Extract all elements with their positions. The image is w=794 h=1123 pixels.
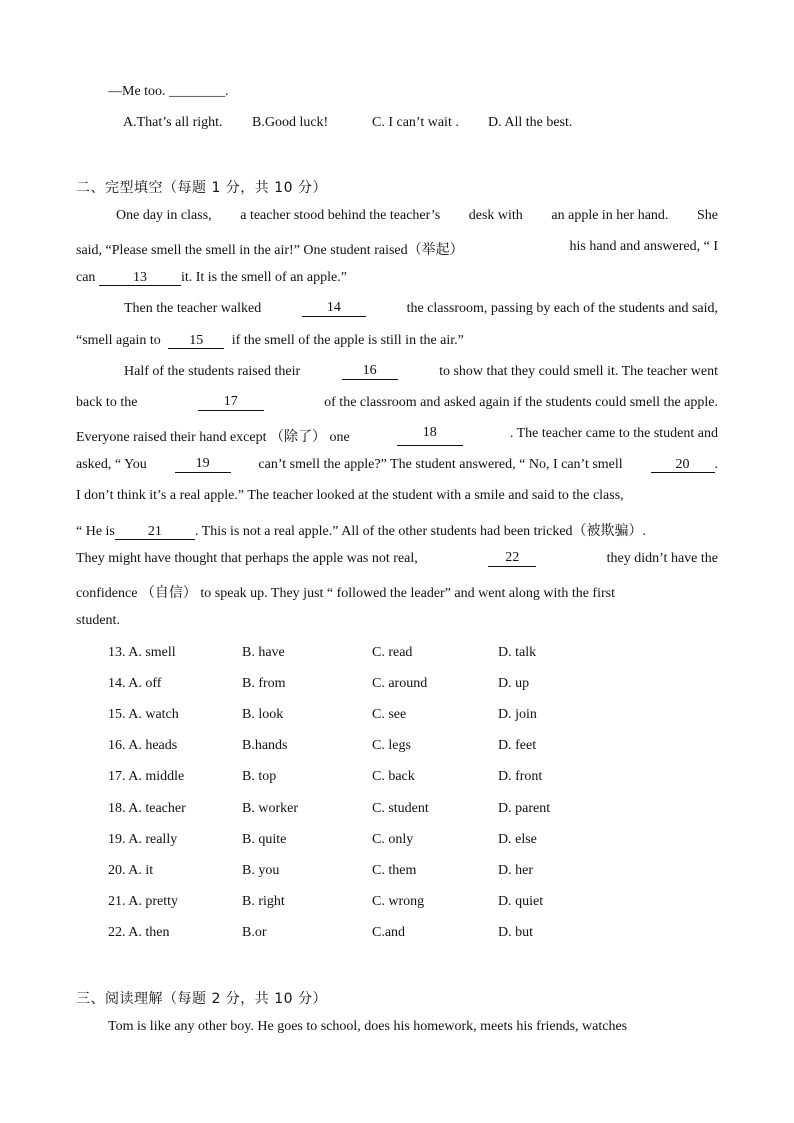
passage-text: . This is not a real apple.” All of the other students had been tricked（被欺骗）. (194, 524, 647, 539)
passage-text: Half of the students raised their (124, 364, 301, 379)
passage-text: can’t smell the apple?” The student answered, “ No, I can’t smell (258, 457, 623, 472)
option-b: B.or (242, 925, 267, 940)
option-c: C.and (372, 925, 406, 940)
option-c: C. legs (372, 738, 411, 753)
reading-first-line (108, 1019, 718, 1035)
blank-21: 21 (115, 525, 195, 540)
option-c: C. student (372, 801, 429, 816)
option-a: A.That’s all right. (123, 115, 223, 130)
passage-text: They might have thought that perhaps the apple was not real, (76, 551, 418, 566)
passage-line-10 (76, 488, 718, 504)
passage-text: Then the teacher walked (124, 301, 262, 316)
option-d: D. feet (498, 738, 537, 753)
blank-17: 17 (198, 395, 264, 411)
option-d: D. front (498, 769, 543, 784)
passage-text: if the smell of the apple is still in the air.” (231, 333, 464, 348)
option-a: 19. A. really (108, 832, 178, 847)
blank-18: 18 (397, 426, 463, 446)
option-b: B. quite (242, 832, 287, 847)
passage-text: confidence （自信） to speak up. They just “ followed the leader” and went along with the first (76, 586, 615, 601)
dialog-line: —Me too. ________. (108, 84, 229, 99)
option-b: B. right (242, 894, 285, 909)
option-a: 16. A. heads (108, 738, 178, 753)
passage-text: his hand and answered, “ I (569, 239, 718, 254)
passage-text: One day in class, (116, 208, 212, 223)
option-d: D. talk (498, 645, 537, 660)
passage-text: to show that they could smell it. The teacher went (439, 364, 718, 379)
passage-line-14 (76, 613, 120, 629)
option-c: C. I can’t wait . (372, 115, 459, 130)
option-d: D. else (498, 832, 537, 847)
section-heading-cloze: 二、完型填空（每题 1 分，共 10 分） (76, 180, 328, 196)
passage-line-5 (76, 333, 464, 349)
option-b: B. from (242, 676, 286, 691)
passage-line-1 (116, 208, 718, 224)
option-a: 15. A. watch (108, 707, 179, 722)
passage-line-4 (124, 301, 718, 317)
passage-text: it. It is the smell of an apple.” (180, 270, 347, 285)
option-d: D. up (498, 676, 530, 691)
section-heading-reading: 三、阅读理解（每题 2 分，共 10 分） (76, 991, 328, 1007)
option-b: B. worker (242, 801, 298, 816)
option-d: D. but (498, 925, 533, 940)
option-b: B. look (242, 707, 284, 722)
blank-22: 22 (488, 551, 536, 567)
option-a: 14. A. off (108, 676, 162, 691)
passage-line-13 (76, 582, 615, 602)
blank-14: 14 (302, 301, 366, 317)
passage-text: “smell again to (76, 333, 161, 348)
blank-15: 15 (168, 334, 224, 349)
passage-line-11 (76, 520, 646, 540)
passage-text: a teacher stood behind the teacher’s (240, 208, 441, 223)
passage-text: She (696, 208, 718, 223)
passage-text: Everyone raised their hand except （除了） one (76, 430, 350, 445)
option-d: D. parent (498, 801, 551, 816)
option-d: D. join (498, 707, 537, 722)
passage-text: back to the (76, 395, 138, 410)
passage-line-6 (124, 364, 718, 380)
option-c: C. see (372, 707, 407, 722)
passage-line-2 (76, 239, 718, 259)
passage-line-7 (76, 395, 718, 411)
option-c: C. read (372, 645, 413, 660)
blank-13: 13 (99, 271, 181, 286)
option-a: 20. A. it (108, 863, 154, 878)
passage-text: desk with (468, 208, 523, 223)
passage-line-8 (76, 426, 718, 446)
option-c: C. them (372, 863, 417, 878)
option-b: B. you (242, 863, 280, 878)
option-a: 17. A. middle (108, 769, 185, 784)
passage-text: an apple in her hand. (551, 208, 669, 223)
option-c: C. around (372, 676, 428, 691)
passage-line-3 (76, 270, 347, 286)
option-a: 21. A. pretty (108, 894, 178, 909)
passage-text: asked, “ You (76, 457, 147, 472)
passage-text: of the classroom and asked again if the students could smell the apple. (324, 395, 718, 410)
option-b: B.Good luck! (252, 115, 329, 130)
passage-text: “ He is (76, 524, 115, 539)
option-d: D. All the best. (488, 115, 573, 130)
passage-text: can (76, 270, 96, 285)
passage-text: . The teacher came to the student and (509, 426, 718, 441)
passage-line-12 (76, 551, 718, 567)
passage-text: the classroom, passing by each of the students and said, (406, 301, 718, 316)
option-d: D. her (498, 863, 533, 878)
option-a: 18. A. teacher (108, 801, 186, 816)
option-c: C. wrong (372, 894, 425, 909)
option-a: 22. A. then (108, 925, 170, 940)
passage-text: they didn’t have the (606, 551, 718, 566)
option-b: B.hands (242, 738, 288, 753)
blank-20: 20 (651, 458, 715, 473)
option-a: 13. A. smell (108, 645, 176, 660)
option-b: B. top (242, 769, 277, 784)
option-d: D. quiet (498, 894, 544, 909)
passage-line-9 (76, 457, 718, 473)
passage-text: said, “Please smell the smell in the air!” One student raised（举起） (76, 243, 464, 258)
blank-19: 19 (175, 457, 231, 473)
option-c: C. only (372, 832, 414, 847)
passage-text: I don’t think it’s a real apple.” The teacher looked at the student with a smile and said to the class, (76, 488, 624, 503)
passage-text: . (714, 457, 718, 472)
blank-16: 16 (342, 364, 398, 380)
passage-text: student. (76, 613, 120, 628)
option-c: C. back (372, 769, 415, 784)
option-b: B. have (242, 645, 285, 660)
passage-text: Tom is like any other boy. He goes to school, does his homework, meets his friends, watches (108, 1019, 628, 1034)
